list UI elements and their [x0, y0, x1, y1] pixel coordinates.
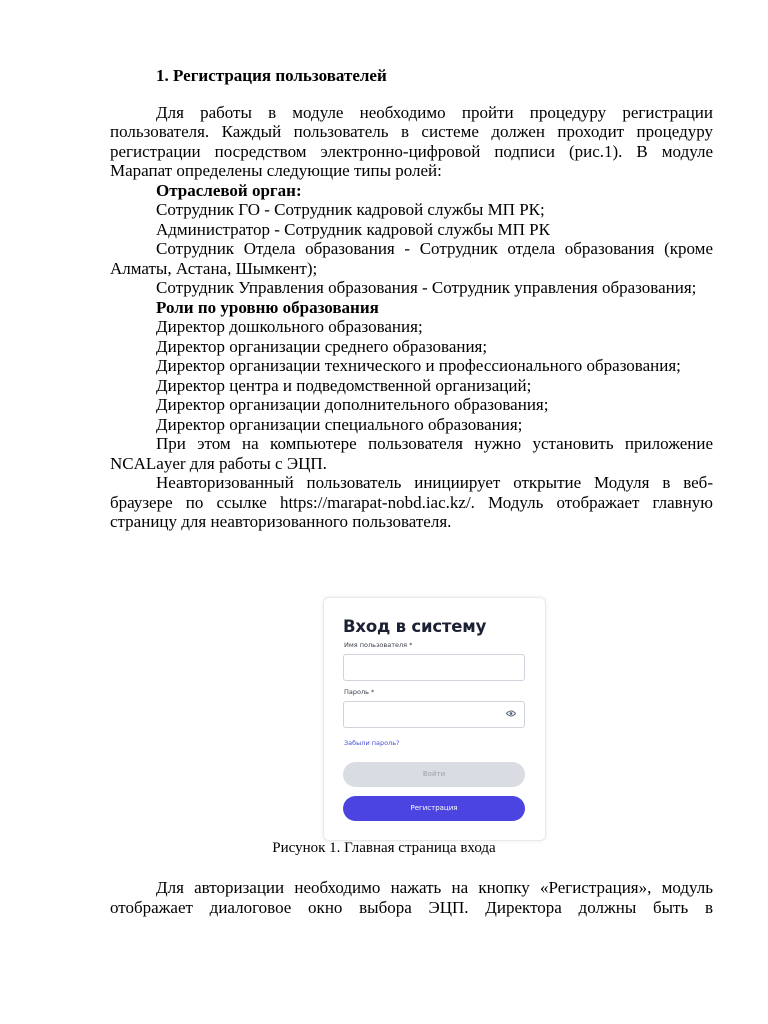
level-role-6: Директор организации специального образования; [156, 414, 523, 434]
login-button[interactable]: Войти [343, 762, 525, 787]
eye-icon[interactable] [506, 710, 516, 717]
level-role-1: Директор дошкольного образования; [156, 317, 423, 336]
paragraph-unauth: Неавторизованный пользователь инициирует открытие Модуля в веб-браузере по ссылке https://marapat-nobd.iac.kz/. Модуль отображает главную страницу для неавторизованного пользователя. [110, 473, 713, 531]
document-body [110, 66, 713, 532]
branch-role-1: Сотрудник ГО - Сотрудник кадровой службы МП РК; [156, 200, 545, 219]
level-role-2: Директор организации среднего образования; [156, 336, 488, 356]
username-input[interactable] [343, 654, 525, 681]
level-role-3: Директор организации технического и профессионального образования; [156, 356, 681, 375]
level-role-5: Директор организации дополнительного образования; [156, 395, 549, 414]
paragraph-intro: Для работы в модуле необходимо пройти процедуру регистрации пользователя. Каждый пользователь в системе должен проходит процедуру регистрации посредством электронно-цифровой подписи (рис.1). В модуле Марапат определены следующие типы ролей: [110, 102, 713, 180]
branch-role-4: Сотрудник Управления образования - Сотрудник управления образования; [156, 278, 697, 297]
paragraph-ncalayer: При этом на компьютере пользователя нужно установить приложение NCALayer для работы с ЭЦП. [110, 434, 713, 473]
level-role-4: Директор центра и подведомственной организаций; [156, 375, 532, 395]
branch-role-3: Сотрудник Отдела образования - Сотрудник отдела образования (кроме Алматы, Астана, Шымкент); [110, 239, 713, 278]
document-tail [110, 878, 713, 917]
paragraph-auth: Для авторизации необходимо нажать на кнопку «Регистрация», модуль отображает диалоговое окно выбора ЭЦП. Директора должны быть в [110, 878, 713, 917]
section-heading: 1. Регистрация пользователей [156, 66, 387, 85]
login-title: Вход в систему [343, 617, 487, 636]
branch-role-2: Администратор - Сотрудник кадровой службы МП РК [156, 219, 550, 239]
username-label: Имя пользователя * [344, 641, 413, 649]
register-button[interactable]: Регистрация [343, 796, 525, 821]
forgot-password-link[interactable]: Забыли пароль? [344, 739, 400, 747]
login-screenshot-figure [323, 597, 546, 841]
password-label: Пароль * [344, 688, 375, 696]
branch-roles-title: Отраслевой орган: [156, 180, 302, 200]
level-roles-title: Роли по уровню образования [156, 297, 379, 317]
password-input[interactable] [343, 701, 525, 728]
figure-caption: Рисунок 1. Главная страница входа [272, 840, 496, 856]
